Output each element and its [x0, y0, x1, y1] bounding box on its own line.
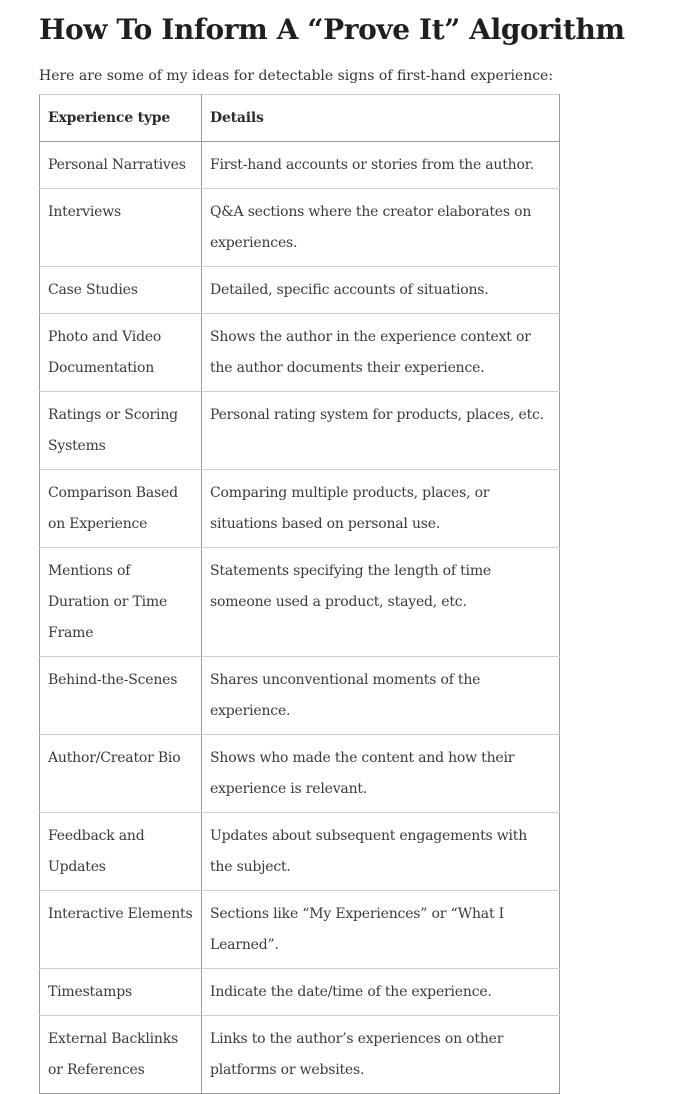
experience-type-cell: Case Studies	[40, 267, 202, 314]
details-cell: Shows who made the content and how their experience is relevant.	[202, 735, 560, 813]
details-cell: Detailed, specific accounts of situations.	[202, 267, 560, 314]
experience-type-cell: External Backlinks or References	[40, 1016, 202, 1094]
experience-type-cell: Photo and Video Documentation	[40, 314, 202, 392]
experience-type-cell: Comparison Based on Experience	[40, 470, 202, 548]
details-cell: Updates about subsequent engagements with the subject.	[202, 813, 560, 891]
experience-type-cell: Interactive Elements	[40, 891, 202, 969]
experience-type-cell: Author/Creator Bio	[40, 735, 202, 813]
details-cell: Personal rating system for products, places, etc.	[202, 392, 560, 470]
article-section	[39, 10, 659, 1094]
table-row	[40, 891, 560, 969]
table-row	[40, 314, 560, 392]
experience-type-cell: Personal Narratives	[40, 142, 202, 189]
intro-paragraph: Here are some of my ideas for detectable signs of first-hand experience:	[39, 68, 554, 84]
table-row	[40, 189, 560, 267]
table-row	[40, 657, 560, 735]
table-row	[40, 813, 560, 891]
table-row	[40, 392, 560, 470]
table-row	[40, 548, 560, 657]
experience-signals-table	[39, 94, 560, 1094]
details-cell: Links to the author’s experiences on other platforms or websites.	[202, 1016, 560, 1094]
column-header-experience-type: Experience type	[40, 95, 202, 142]
details-cell: Shares unconventional moments of the experience.	[202, 657, 560, 735]
details-cell: Statements specifying the length of time someone used a product, stayed, etc.	[202, 548, 560, 657]
table-row	[40, 267, 560, 314]
experience-type-cell: Feedback and Updates	[40, 813, 202, 891]
table-row	[40, 735, 560, 813]
experience-type-cell: Mentions of Duration or Time Frame	[40, 548, 202, 657]
details-cell: Shows the author in the experience context or the author documents their experience.	[202, 314, 560, 392]
experience-type-cell: Ratings or Scoring Systems	[40, 392, 202, 470]
experience-type-cell: Behind-the-Scenes	[40, 657, 202, 735]
section-heading: How To Inform A “Prove It” Algorithm	[39, 13, 625, 46]
column-header-details: Details	[202, 95, 560, 142]
table-row	[40, 1016, 560, 1094]
table-row	[40, 969, 560, 1016]
table-header-row	[40, 95, 560, 142]
experience-type-cell: Timestamps	[40, 969, 202, 1016]
details-cell: First-hand accounts or stories from the author.	[202, 142, 560, 189]
experience-type-cell: Interviews	[40, 189, 202, 267]
details-cell: Indicate the date/time of the experience.	[202, 969, 560, 1016]
table-row	[40, 142, 560, 189]
details-cell: Q&A sections where the creator elaborates on experiences.	[202, 189, 560, 267]
details-cell: Sections like “My Experiences” or “What I Learned”.	[202, 891, 560, 969]
table-row	[40, 470, 560, 548]
details-cell: Comparing multiple products, places, or situations based on personal use.	[202, 470, 560, 548]
